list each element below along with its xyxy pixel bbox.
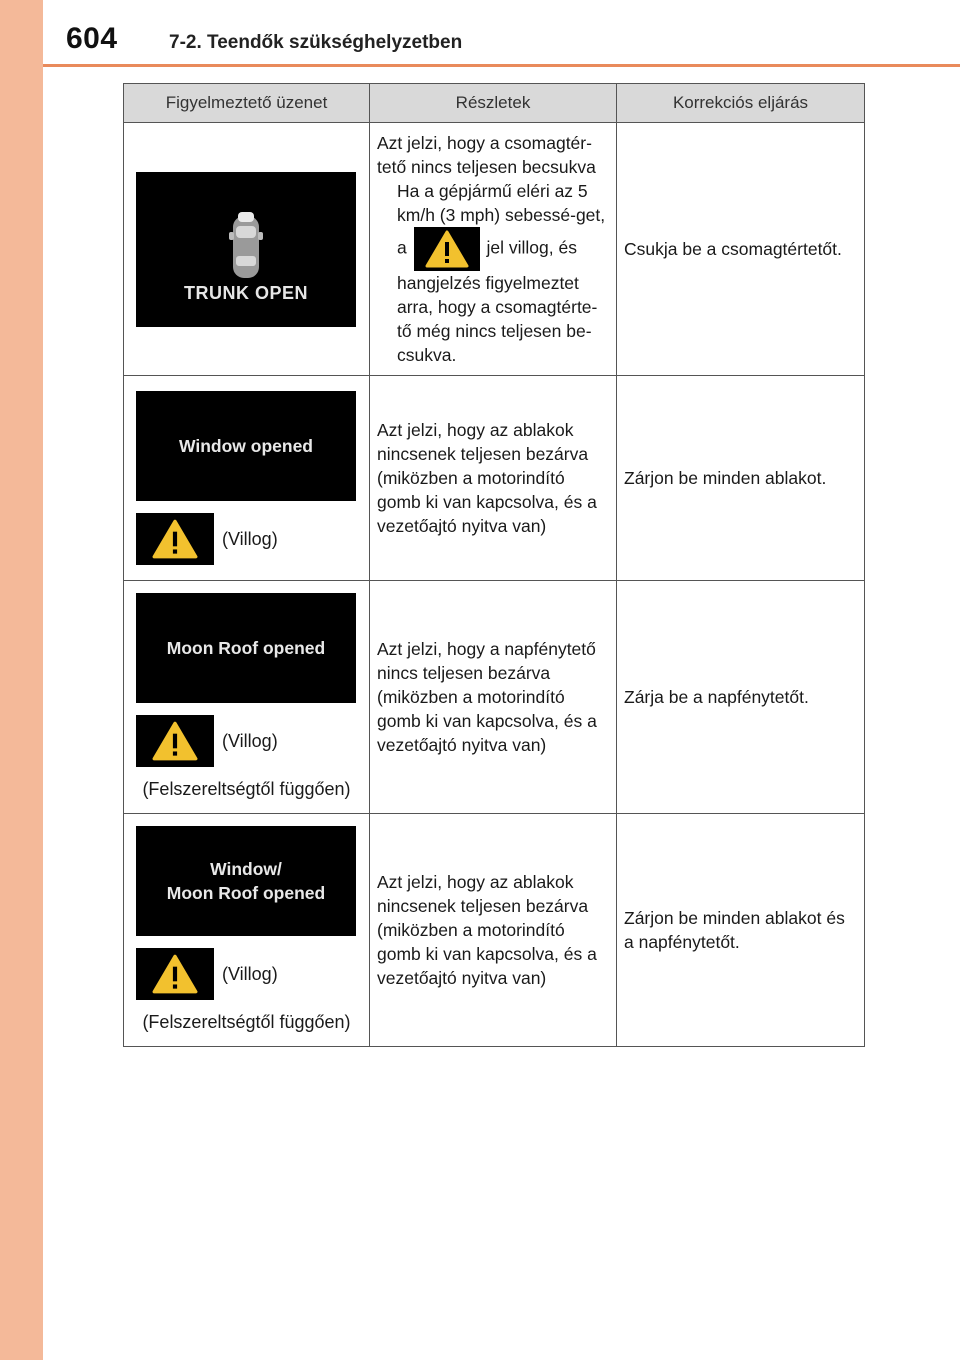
window-moon-roof-opened-screen bbox=[136, 826, 356, 936]
screen-line-2: Moon Roof opened bbox=[166, 883, 326, 903]
moon-roof-opened-screen bbox=[136, 593, 356, 703]
warning-triangle-icon bbox=[136, 948, 214, 1000]
section-title: 7-2. Teendők szükséghelyzetben bbox=[169, 32, 463, 53]
header-correction: Korrekciós eljárás bbox=[617, 84, 865, 123]
equipment-dependency-note: (Felszereltségtől függően) bbox=[142, 1012, 351, 1032]
blink-label: (Villog) bbox=[222, 529, 278, 549]
equipment-dependency-note: (Felszereltségtől függően) bbox=[142, 779, 351, 799]
header-rule bbox=[43, 64, 960, 67]
details-pre: Ha a gépjármű eléri az 5 km/h (3 mph) sebessé-get, a bbox=[397, 181, 606, 258]
table-header-row bbox=[124, 84, 865, 123]
blink-indicator bbox=[136, 715, 369, 767]
header-warning-message: Figyelmeztető üzenet bbox=[124, 84, 370, 123]
details-cell: Azt jelzi, hogy az ablakok nincsenek teljesen bezárva (miközben a motorindító gomb ki van kapcsolva, és a vezetőajtó nyitva van) bbox=[370, 814, 617, 1047]
details-cell: Azt jelzi, hogy az ablakok nincsenek teljesen bezárva (miközben a motorindító gomb ki van kapcsolva, és a vezetőajtó nyitva van) bbox=[370, 376, 617, 581]
details-cell: Azt jelzi, hogy a napfénytető nincs teljesen bezárva (miközben a motorindító gomb ki van kapcsolva, és a vezetőajtó nyitva van) bbox=[370, 581, 617, 814]
table-row bbox=[124, 123, 865, 376]
warning-triangle-icon bbox=[414, 227, 480, 271]
blink-indicator bbox=[136, 948, 369, 1000]
message-cell bbox=[124, 581, 370, 814]
correction-cell: Zárjon be minden ablakot. bbox=[617, 376, 865, 581]
blink-label: (Villog) bbox=[222, 964, 278, 984]
trunk-open-text: TRUNK OPEN bbox=[183, 282, 308, 303]
warning-triangle-icon bbox=[136, 513, 214, 565]
details-post: jel villog, és hangjelzés figyelmeztet arra, hogy a csomagtérte-tő még nincs teljesen be-csukva. bbox=[397, 237, 598, 365]
warning-triangle-icon bbox=[136, 715, 214, 767]
correction-cell: Zárjon be minden ablakot és a napfénytetőt. bbox=[617, 814, 865, 1047]
table-row bbox=[124, 581, 865, 814]
details-speed-note bbox=[377, 179, 608, 367]
trunk-open-screen bbox=[136, 172, 356, 327]
moon-roof-opened-text: Moon Roof opened bbox=[166, 638, 326, 658]
blink-indicator bbox=[136, 513, 369, 565]
correction-cell: Csukja be a csomagtértetőt. bbox=[617, 123, 865, 376]
window-opened-screen bbox=[136, 391, 356, 501]
warning-table bbox=[123, 83, 865, 1047]
blink-label: (Villog) bbox=[222, 731, 278, 751]
correction-cell: Zárja be a napfénytetőt. bbox=[617, 581, 865, 814]
table-row bbox=[124, 814, 865, 1047]
car-top-view-icon bbox=[228, 212, 264, 282]
message-cell bbox=[124, 123, 370, 376]
details-lead: Azt jelzi, hogy a csomagtér-tető nincs teljesen becsukva bbox=[377, 133, 596, 177]
screen-line-1: Window/ bbox=[210, 859, 282, 879]
details-cell bbox=[370, 123, 617, 376]
window-opened-text: Window opened bbox=[179, 436, 313, 456]
message-cell bbox=[124, 376, 370, 581]
message-cell bbox=[124, 814, 370, 1047]
table-row bbox=[124, 376, 865, 581]
header-details: Részletek bbox=[370, 84, 617, 123]
side-strip bbox=[0, 0, 43, 1360]
page-number: 604 bbox=[66, 22, 118, 55]
